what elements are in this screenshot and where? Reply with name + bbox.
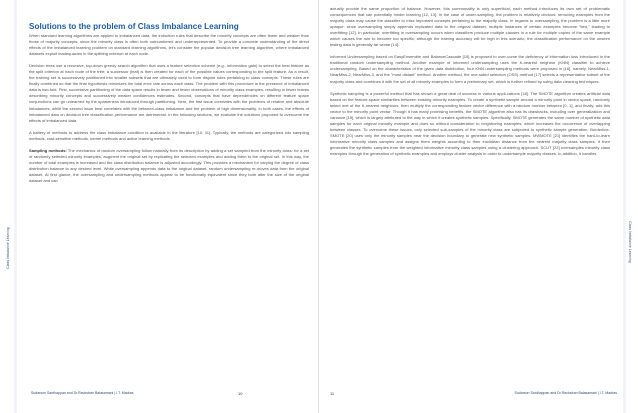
paragraph: When standard learning algorithms are applied to imbalanced data, the induction rules that describe the minority concepts are often fewer and weaker than those of majority concepts, since the minority class is often both outnumbered and underrepresented. To provide a concrete understanding of the direct effects of the imbalanced learning problem on standard learning algorithms, let's consider the popular decision tree learning algorithm, where imbalanced datasets exploit inadequacies in the splitting criterion at each node. [29, 33, 309, 57]
page-number: 11 [330, 391, 335, 396]
paragraph: Synthetic sampling is a powerful method that has shown a great deal of success in various appli-cations [18]. The SMOTE algorithm creates artificial data based on the feature-space similarities between existing minority examples. To create a synthetic sample around a minority point in vector space, randomly select one of the K-nearest neighbors, then multiply the corresponding feature vector difference with a random number between [0, 1], and finally, add this vector to the minority point vector. Though it has many promising benefits, the SMOTE algorithm also has its drawbacks, including over generalization and variance [19], which is largely attributed to the way in which it creates synthetic samples. Specifically, SMOTE generates the same number of synthetic data samples for each original minority example and does so without consideration to neighboring examples, which increases the occurrence of overlapping between classes. To overcome these issues, only selected sub-samples of the minority class are subjected to synthetic sample generation. Borderline-SMOTE [20] uses only the minority samples near the decision boundary to generate new synthetic samples. MWMOTE [21] identifies the hard-to-learn informative minority class samples and assigns them weights according to their euclidean distance from the nearest majority class samples. It then generates the synthetic samples from the weighted informative minority class samples using a clustering approach. SCUT [22] oversamples minority class examples through the generation of synthetic examples and employs cluster analysis in order to undersample majority classes. In addition, it handles [330, 90, 610, 157]
paragraph: Decision trees use a recursive, top-down greedy search algorithm that uses a feature selection scheme (e.g., information gain) to select the best feature as the split criterion at each node of the tree; a successor (leaf) is then created for each of the possible values corresponding to the split feature. As a result, the training set is successively partitioned into smaller subsets that are ultimately used to form disjoint rules pertaining to class concepts. These rules are finally combined so that the final hypothesis minimizes the total error rate across each class. The problem with this procedure in the presence of imbalanced data is two-fold. First, successive partitioning of the data space results in fewer and fewer observations of minority class examples, resulting in fewer leaves describing minority concepts and successively weaker confidences estimates. Second, concepts that have dependencies on different feature space conjunctions can go unlearned by the sparseness introduced through partitioning. Here, the first issue correlates with the problems of relative and absolute imbalances, while the second issue best correlates with the between-class imbalance and the problem of high dimensionality. In both cases, the effects of imbalanced data on decision tree classification performance are detrimental. In the following sections, we evaluate the solutions proposed to overcome the effects of imbalanced data. [29, 63, 309, 123]
running-title: Class Imbalance Learning [628, 221, 632, 263]
footer-author: Sudarson Santhappan and Dr.Ravindran Balasamani | I.T. Madras [514, 391, 617, 395]
left-text-column [29, 22, 309, 190]
right-text-column [330, 6, 610, 163]
side-tab-bar [0, 0, 15, 413]
side-tab-accent [623, 0, 626, 413]
section-heading: Solutions to the problem of Class Imbalance Learning [29, 22, 239, 31]
paragraph: A battery of methods to address the class imbalance condition is available in the literature [10, 11]. Typically, the methods are categorized into sampling methods, cost-sensitive methods, kernel methods and active learning methods. [29, 129, 309, 141]
run-in-heading: Sampling methods: [29, 147, 67, 153]
left-side-tab [0, 0, 15, 413]
sampling-paragraph [29, 148, 309, 184]
paragraph: Informed Undersampling based on EasyEnsemble and BalanceCascade [15] is proposed to over-come the deficiency of information loss introduced in the traditional random undersampling method. Another example of informed undersampling uses the K-nearest neighbor (KNN) classifier to achieve undersampling. Based on the characteristics of the given data distribution, four KNN undersampling methods were proposed in [16], namely, NearMiss-1, NearMiss-2, NearMiss-3, and the "most distant" method. Another method, the one-sided selection (OSS) method [17] selects a representative subset of the majority class and combines it with the set of all minority examples to form a preliminary set, which is further refined by using data cleaning techniques. [330, 54, 610, 84]
paragraph-text: The mechanics of random oversampling follow naturally from its description by adding a set sampled from the minority class: for a set of randomly selected minority examples, augment the original set by replicating the selected examples and adding them to the original set. In this way, the number of total examples is increased and the class distribution balance is adjusted accordingly. This provides a mechanism for varying the degree of class distribution balance to any desired level. While oversampling appends data to the original dataset, random undersampling re-moves data from the original dataset. At first glance, the oversampling and undersampling methods appear to be functionally equivalent since they both alter the size of the original dataset and can [29, 147, 309, 183]
right-page [319, 0, 638, 413]
page-number: 10 [238, 391, 243, 396]
footer-author: Sudarson Santhappan and Dr.Ravindran Balasamani | I.T. Madras [31, 391, 134, 395]
paragraph: actually provide the same proportion of balance. However, this commonality is only superficial; each method introduces its own set of problematic consequences that can potentially hinder learning [12, 13]. In the case of under-sampling, the problem is relatively obvious: removing examples from the majority class may cause the classifier to miss important concepts pertaining to the majority class. In regards to oversampling, the problem is a little more opaque: since oversampling simply appends replicated data to the original dataset, multiple instances of certain examples become "tied," leading to overfitting [12]. In particular, overfitting in oversampling occurs when classifiers produce multiple clauses in a rule for multiple copies of the same example which causes the rule to become too specific; although the training accuracy will be high in this scenario, the classification performance on the unseen testing data is generally far worse [14]. [330, 6, 610, 48]
side-tab-accent [14, 0, 17, 413]
right-side-tab [623, 0, 638, 413]
running-title: Class Imbalance Learning [6, 227, 10, 269]
